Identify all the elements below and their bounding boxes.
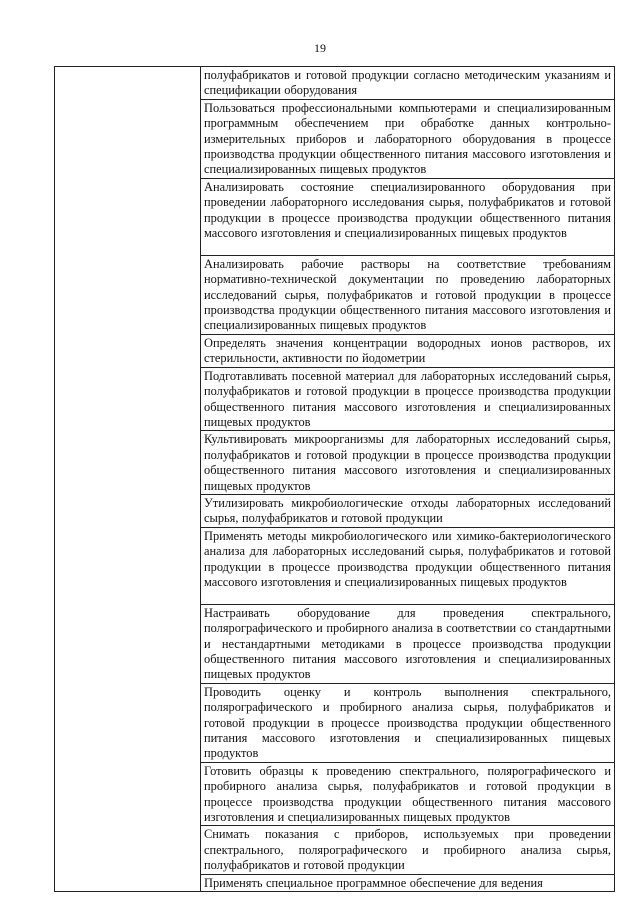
skill-cell: Определять значения концентрации водородных ионов растворов, их стерильности, активности по йодометрии (201, 334, 615, 367)
skill-cell: Анализировать состояние специализированного оборудования при проведении лабораторного исследования сырья, полуфабрикатов и готовой продукции в процессе производства продукции общественного питания массового изготовления и специализированных пищевых продуктов (201, 178, 615, 255)
skill-cell: Готовить образцы к проведению спектрального, полярографического и пробирного анализа сырья, полуфабрикатов и готовой продукции в процессе производства продукции общественного питания массового изготовления и специализированных пищевых продуктов (201, 762, 615, 826)
table-row (55, 67, 615, 100)
skills-table (54, 66, 615, 892)
skill-cell: Анализировать рабочие растворы на соответствие требованиям нормативно-технической документации по проведению лабораторных исследований сырья, полуфабрикатов и готовой продукции в процессе производства продукции общественного питания массового изготовления и специализированных пищевых продуктов (201, 255, 615, 334)
skill-cell: Настраивать оборудование для проведения спектрального, полярографического и пробирного анализа в соответствии со стандартными и нестандартными методиками в процессе производства продукции общественного питания массового изготовления и специализированных пищевых продуктов (201, 604, 615, 683)
skill-cell: Подготавливать посевной материал для лабораторных исследований сырья, полуфабрикатов и готовой продукции в процессе производства продукции общественного питания массового изготовления и специализированных пищевых продуктов (201, 367, 615, 431)
skill-cell: Культивировать микроорганизмы для лабораторных исследований сырья, полуфабрикатов и готовой продукции в процессе производства продукции общественного питания массового изготовления и специализированных пищевых продуктов (201, 431, 615, 495)
skill-cell: Утилизировать микробиологические отходы лабораторных исследований сырья, полуфабрикатов и готовой продукции (201, 494, 615, 527)
page-number: 19 (314, 41, 326, 55)
label-column-cell (55, 67, 201, 892)
skill-cell: Проводить оценку и контроль выполнения спектрального, полярографического и пробирного анализа сырья, полуфабрикатов и готовой продукции в процессе производства продукции общественного питания массового изготовления и специализированных пищевых продуктов (201, 683, 615, 762)
skill-cell: Пользоваться профессиональными компьютерами и специализированным программным обеспечением при обработке данных контрольно-измерительных приборов и лабораторного оборудования в процессе производства продукции общественного питания массового изготовления и специализированных пищевых продуктов (201, 99, 615, 178)
skill-cell: Применять методы микробиологического или химико-бактериологического анализа для лабораторных исследований сырья, полуфабрикатов и готовой продукции в процессе производства продукции общественного питания массового изготовления и специализированных пищевых продуктов (201, 527, 615, 604)
skill-cell: полуфабрикатов и готовой продукции согласно методическим указаниям и спецификации оборудования (201, 67, 615, 100)
skill-cell: Снимать показания с приборов, используемых при проведении спектрального, полярографического и пробирного анализа сырья, полуфабрикатов и готовой продукции (201, 826, 615, 874)
skill-cell: Применять специальное программное обеспечение для ведения (201, 874, 615, 891)
